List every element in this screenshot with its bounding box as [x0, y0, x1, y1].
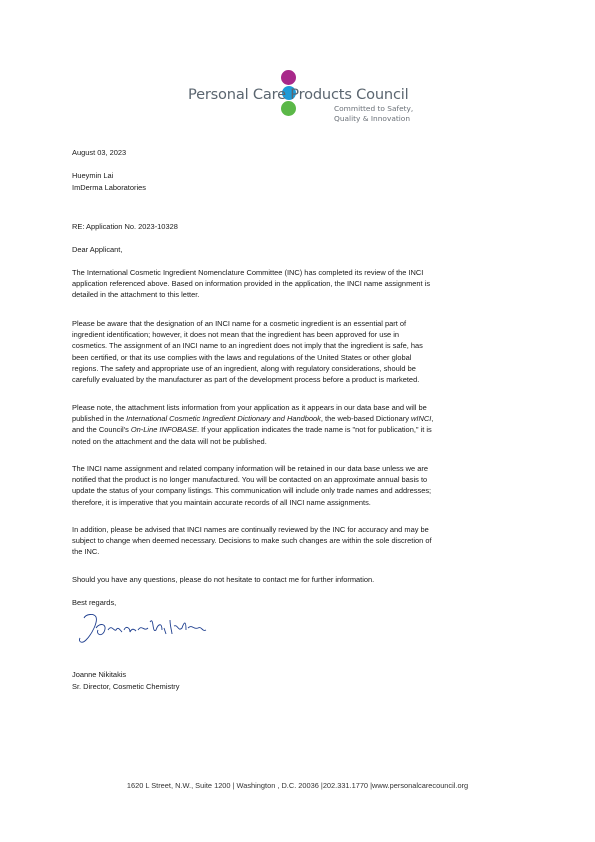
signature-text: Joanne M. Nikitakis — [74, 608, 83, 609]
text-run: , the web-based Dictionary — [320, 414, 412, 424]
paragraph-line: noted on the attachment and the data will not be published. — [72, 436, 267, 446]
paragraph-publication-notice — [72, 402, 527, 447]
paragraph-line: carefully evaluated by the manufacturer as part of the development process before a product is marketed. — [72, 375, 420, 385]
paragraph-line: Please note, the attachment lists information from your application as it appears in our data base and will be — [72, 403, 427, 412]
logo-tagline — [334, 104, 413, 123]
handwritten-signature — [74, 608, 214, 650]
logo-dot-green — [281, 101, 296, 116]
winci-title: wINCI — [411, 414, 432, 424]
footer-address: 1620 L Street, N.W., Suite 1200 | Washington , D.C. 20036 |202.331.1770 |www.personalcarecouncil.org — [126, 781, 469, 790]
salutation: Dear Applicant, — [72, 245, 123, 254]
paragraph-data-retention — [72, 463, 527, 508]
recipient-company: ImDerma Laboratories — [72, 183, 146, 192]
signer-name: Joanne Nikitakis — [72, 670, 127, 679]
paragraph-line: update the status of your company listings. This communication will include only trade names and addresses; — [72, 486, 432, 496]
text-run: and the Council's — [72, 425, 131, 435]
closing: Best regards, — [72, 598, 117, 607]
recipient-name: Hueymin Lai — [72, 171, 114, 180]
paragraph-designation-notice — [72, 318, 527, 385]
paragraph-line: detailed in the attachment to this letter. — [72, 290, 200, 300]
infobase-title: On-Line INFOBASE — [130, 425, 198, 435]
paragraph-line: been certified, or that its use complies with the laws and regulations of the United States or other global — [72, 352, 412, 362]
text-run: published in the — [72, 414, 127, 424]
paragraph-line: ingredient identification; however, it does not mean that the ingredient has been approved for use in — [72, 330, 400, 340]
paragraph-line: The INCI name assignment and related company information will be retained in our data base unless we are — [72, 464, 428, 473]
logo-dot-purple — [281, 70, 296, 85]
council-logo — [188, 70, 418, 132]
paragraph-inc-review — [72, 267, 527, 301]
text-run: . If your application indicates the trade name is "not for publication," it is — [197, 425, 432, 435]
paragraph-line: the INC. — [72, 547, 100, 557]
paragraph-line: application referenced above. Based on information provided in the application, the INCI name assignment is — [72, 279, 431, 289]
paragraph-line: regions. The safety and appropriate use of an ingredient, along with regulatory considerations, should be — [72, 363, 416, 373]
paragraph-line: notified that the product is no longer manufactured. You will be contacted on an approximate annual basis to — [72, 475, 428, 485]
logo-tagline-line-1: Committed to Safety, — [334, 104, 414, 113]
paragraph-line — [72, 413, 527, 424]
paragraph-contact: Should you have any questions, please do not hesitate to contact me for further information. — [72, 575, 375, 584]
paragraph-line: In addition, please be advised that INCI names are continually reviewed by the INC for accuracy and may be — [72, 525, 429, 534]
paragraph-line: cosmetics. The assignment of an INCI name to an ingredient does not imply that the ingredient is safe, has — [72, 341, 423, 351]
re-line: RE: Application No. 2023-10328 — [72, 222, 178, 231]
paragraph-line: Please be aware that the designation of an INCI name for a cosmetic ingredient is an essential part of — [72, 319, 407, 328]
paragraph-review-notice — [72, 524, 527, 558]
signer-title: Sr. Director, Cosmetic Chemistry — [72, 682, 180, 691]
dictionary-title: International Cosmetic Ingredient Dictionary and Handbook — [126, 414, 321, 424]
paragraph-line: therefore, it is imperative that you maintain accurate records of all INCI name assignments. — [72, 497, 371, 507]
text-run: , — [431, 414, 434, 424]
logo-tagline-line-2: Quality & Innovation — [334, 113, 410, 123]
letter-date: August 03, 2023 — [72, 148, 127, 157]
logo-brand-name: Personal Care Products Council — [188, 86, 409, 103]
paragraph-line: subject to change when deemed necessary. Decisions to make such changes are within the sole discretion of — [72, 536, 432, 546]
paragraph-line: The International Cosmetic Ingredient Nomenclature Committee (INC) has completed its review of the INCI — [72, 268, 424, 277]
paragraph-line — [72, 424, 527, 435]
